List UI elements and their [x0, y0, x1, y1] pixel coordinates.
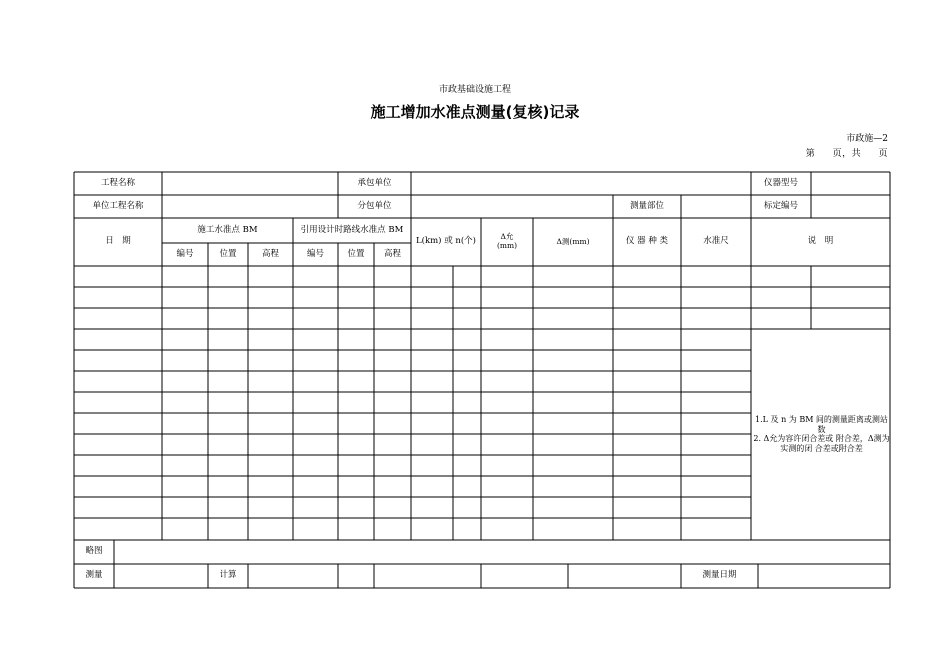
sketch-area[interactable]	[114, 540, 890, 564]
subcontractor-field[interactable]	[411, 195, 613, 218]
survey-date-field[interactable]	[758, 564, 890, 588]
survey-label: 测量	[85, 570, 103, 581]
instrument-model-label: 仪器型号	[763, 177, 798, 188]
unit-project-label: 单位工程名称	[92, 200, 144, 211]
calc-field[interactable]	[248, 564, 338, 588]
document-title: 施工增加水准点测量(复核)记录	[370, 103, 580, 121]
remarks-note: 1.L 及 n 为 BM 间的测量距离或测站数	[755, 415, 888, 434]
form-code: 市政施—2	[846, 134, 888, 144]
bm-number-header: 编号	[176, 248, 194, 259]
remarks-header: 说 明	[807, 236, 834, 247]
delta-measured-header: Δ测(mm)	[556, 236, 590, 246]
calc-label: 计算	[219, 570, 237, 581]
page-info-part: 页，共	[832, 149, 862, 159]
subcontractor-label: 分包单位	[357, 200, 392, 211]
unit-project-field[interactable]	[162, 195, 338, 218]
instrument-type-header: 仪 器 种 类	[625, 236, 669, 247]
bm-position-header: 位置	[219, 248, 237, 259]
survey-field[interactable]	[114, 564, 208, 588]
document-category: 市政基础设施工程	[438, 85, 511, 95]
instrument-model-field[interactable]	[811, 172, 890, 195]
project-name-label: 工程名称	[100, 177, 135, 188]
sketch-label: 略图	[85, 546, 103, 557]
measured-part-label: 测量部位	[629, 200, 664, 211]
remarks-note: 2. Δ允为容许闭合差或 附合差，Δ测为实测的闭 合差或附合差	[753, 434, 890, 453]
calibration-no-label: 标定编号	[763, 200, 798, 211]
contractor-label: 承包单位	[357, 177, 392, 188]
page-info-part: 页	[878, 149, 888, 159]
level-rod-header: 水准尺	[703, 236, 729, 247]
calibration-no-field[interactable]	[811, 195, 890, 218]
distance-header: L(km) 或 n(个)	[416, 236, 476, 247]
bm-elevation-header: 高程	[261, 248, 279, 259]
contractor-field[interactable]	[411, 172, 751, 195]
page-info-part: 第	[805, 149, 816, 159]
measured-part-field[interactable]	[681, 195, 751, 218]
remarks-notes	[753, 415, 890, 453]
date-header: 日 期	[105, 236, 131, 247]
delta-allow-header: Δ允 (mm)	[496, 232, 518, 250]
bm-group-header: 施工水准点 BM	[197, 224, 258, 235]
project-name-field[interactable]	[162, 172, 338, 195]
ref-group-header: 引用设计时路线水准点 BM	[300, 224, 404, 235]
ref-position-header: 位置	[347, 248, 365, 259]
survey-date-label: 测量日期	[702, 570, 737, 581]
ref-elevation-header: 高程	[383, 248, 401, 259]
ref-number-header: 编号	[306, 248, 324, 259]
